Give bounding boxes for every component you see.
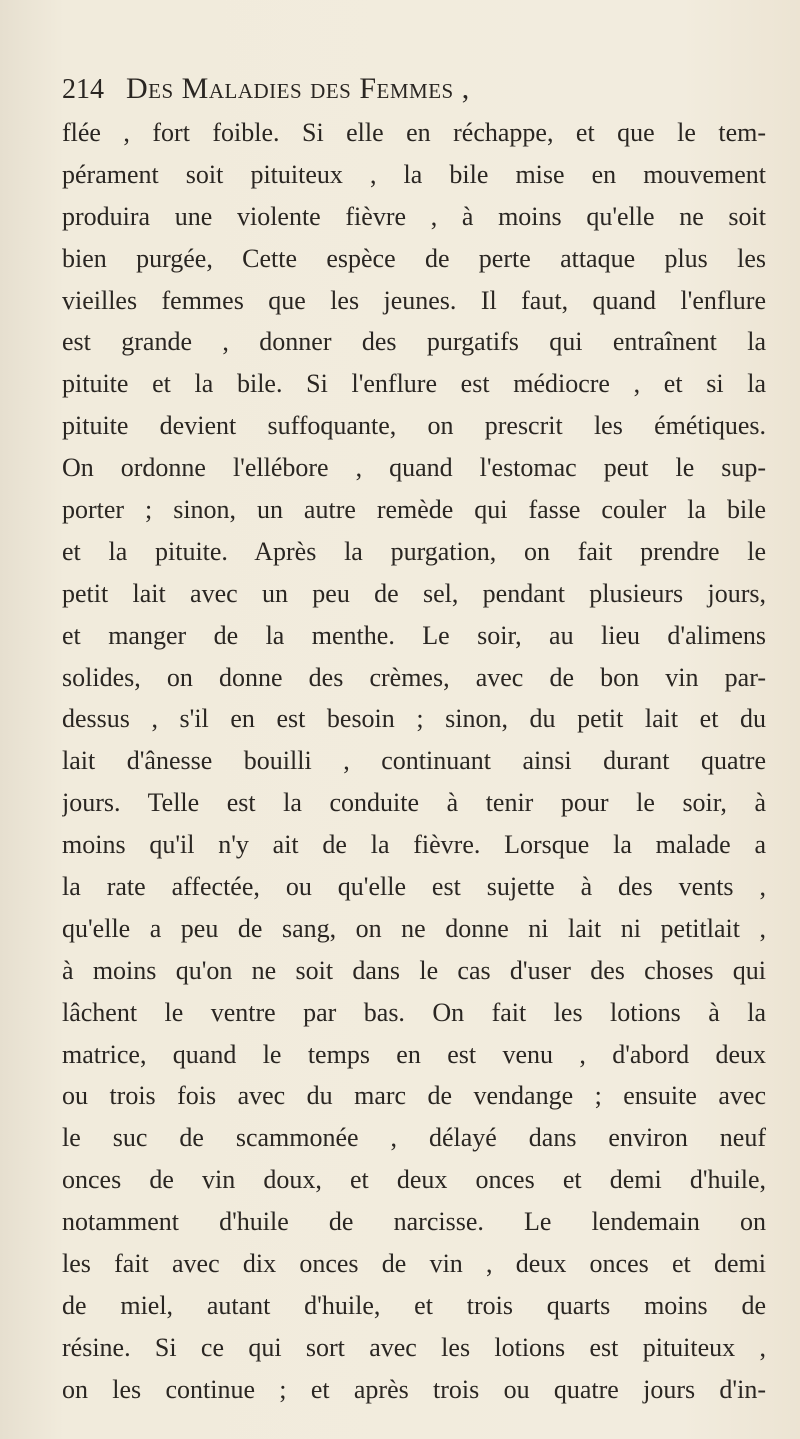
text-line: flée , fort foible. Si elle en réchappe, et que le tem- — [62, 118, 766, 147]
text-line: le suc de scammonée , délayé dans environ neuf — [62, 1123, 766, 1153]
text-line: matrice, quand le temps en est venu , d'abord deux — [62, 1039, 766, 1069]
text-line: produira une violente fièvre , à moins qu'elle ne soit — [62, 201, 766, 231]
text-line: onces de vin doux, et deux onces et demi d'huile, — [62, 1165, 766, 1195]
text-line: solides, on donne des crèmes, avec de bon vin par- — [62, 662, 766, 692]
text-line: résine. Si ce qui sort avec les lotions est pituiteux , — [62, 1332, 766, 1362]
text-line: On ordonne l'ellébore , quand l'estomac peut le sup- — [62, 453, 766, 483]
text-line: notamment d'huile de narcisse. Le lendemain on — [62, 1207, 766, 1237]
text-line: on les continue ; et après trois ou quatre jours d'in- — [62, 1374, 766, 1404]
text-line: pérament soit pituiteux , la bile mise en mouvement — [62, 159, 766, 189]
text-line: pituite et la bile. Si l'enflure est médiocre , et si la — [62, 369, 766, 399]
text-line: la rate affectée, ou qu'elle est sujette à des vents , — [62, 872, 766, 902]
text-line: ou trois fois avec du marc de vendange ; ensuite avec — [62, 1081, 766, 1111]
text-line: et manger de la menthe. Le soir, au lieu d'alimens — [62, 620, 766, 650]
text-line: pituite devient suffoquante, on prescrit les émétiques. — [62, 411, 766, 441]
text-line: vieilles femmes que les jeunes. Il faut, quand l'enflure — [62, 285, 766, 315]
text-line: à moins qu'on ne soit dans le cas d'user des choses qui — [62, 955, 766, 985]
text-line: lait d'ânesse bouilli , continuant ainsi durant quatre — [62, 746, 766, 776]
page-header — [62, 72, 760, 106]
text-line: lâchent le ventre par bas. On fait les lotions à la — [62, 997, 766, 1027]
running-head: Des Maladies des Femmes , — [126, 72, 470, 105]
page-number: 214 — [62, 74, 104, 105]
text-line: les fait avec dix onces de vin , deux onces et demi — [62, 1249, 766, 1279]
body-text — [62, 112, 766, 1411]
text-line: porter ; sinon, un autre remède qui fasse couler la bile — [62, 495, 766, 525]
text-line: dessus , s'il en est besoin ; sinon, du petit lait et du — [62, 704, 766, 734]
text-line: et la pituite. Après la purgation, on fait prendre le — [62, 536, 766, 566]
text-line: moins qu'il n'y ait de la fièvre. Lorsque la malade a — [62, 830, 766, 860]
text-line: qu'elle a peu de sang, on ne donne ni lait ni petitlait , — [62, 913, 766, 943]
text-line: bien purgée, Cette espèce de perte attaque plus les — [62, 243, 766, 273]
text-line: jours. Telle est la conduite à tenir pour le soir, à — [62, 788, 766, 818]
text-line: petit lait avec un peu de sel, pendant plusieurs jours, — [62, 578, 766, 608]
text-line: est grande , donner des purgatifs qui entraînent la — [62, 327, 766, 357]
text-line: de miel, autant d'huile, et trois quarts moins de — [62, 1290, 766, 1320]
